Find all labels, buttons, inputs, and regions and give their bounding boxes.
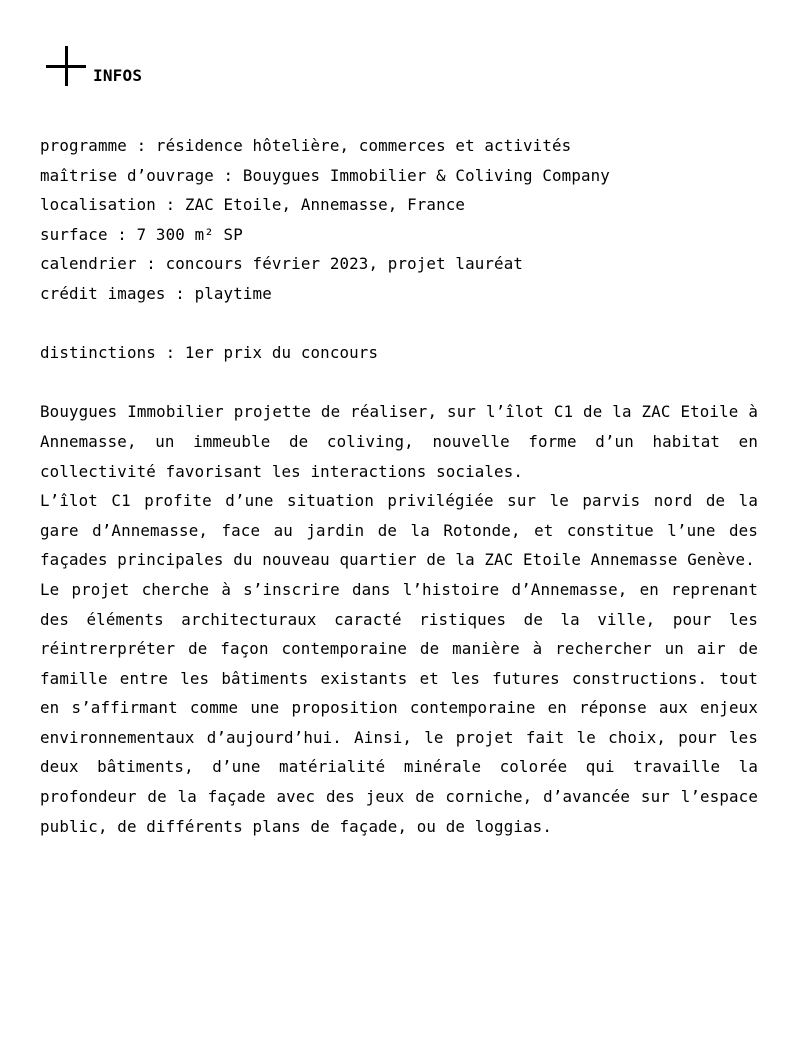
info-localisation: localisation : ZAC Etoile, Annemasse, France bbox=[40, 195, 466, 215]
spacer bbox=[40, 309, 758, 339]
spacer bbox=[40, 368, 758, 398]
info-surface: surface : 7 300 m² SP bbox=[40, 224, 243, 244]
section-header bbox=[46, 46, 346, 88]
info-distinctions: distinctions : 1er prix du concours bbox=[40, 343, 379, 363]
section-title: INFOS bbox=[93, 66, 143, 85]
description-paragraph: Bouygues Immobilier projette de réaliser, sur l’îlot C1 de la ZAC Etoile à Annemasse, un immeuble de coliving, nouvelle forme d’un habitat en collectivité favorisant les interactions sociales. bbox=[40, 402, 758, 481]
plus-icon bbox=[46, 46, 86, 86]
info-credit-images: crédit images : playtime bbox=[40, 283, 272, 303]
description-paragraph: Le projet cherche à s’inscrire dans l’histoire d’Annemasse, en reprenant des éléments architecturaux caracté ristiques de la ville, pour les réintrerpréter de façon contemporaine de manière à rechercher un air de famille entre les bâtiments existants et les futures constructions. tout en s’affirmant comme une proposition contemporaine en réponse aux enjeux environnementaux d’aujourd’hui. Ainsi, le projet fait le choix, pour les deux bâtiments, d’une matérialité minérale colorée qui travaille la profondeur de la façade avec des jeux de corniche, d’avancée sur l’espace public, de différents plans de façade, ou de loggias. bbox=[40, 579, 758, 836]
description-paragraph: L’îlot C1 profite d’une situation privilégiée sur le parvis nord de la gare d’Annemasse, face au jardin de la Rotonde, et constitue l’une des façades principales du nouveau quartier de la ZAC Etoile Annemasse Genève. bbox=[40, 491, 758, 570]
info-maitrise-ouvrage: maîtrise d’ouvrage : Bouygues Immobilier & Coliving Company bbox=[40, 165, 610, 185]
info-calendrier: calendrier : concours février 2023, projet lauréat bbox=[40, 254, 524, 274]
info-programme: programme : résidence hôtelière, commerces et activités bbox=[40, 136, 572, 155]
project-info bbox=[40, 131, 758, 841]
